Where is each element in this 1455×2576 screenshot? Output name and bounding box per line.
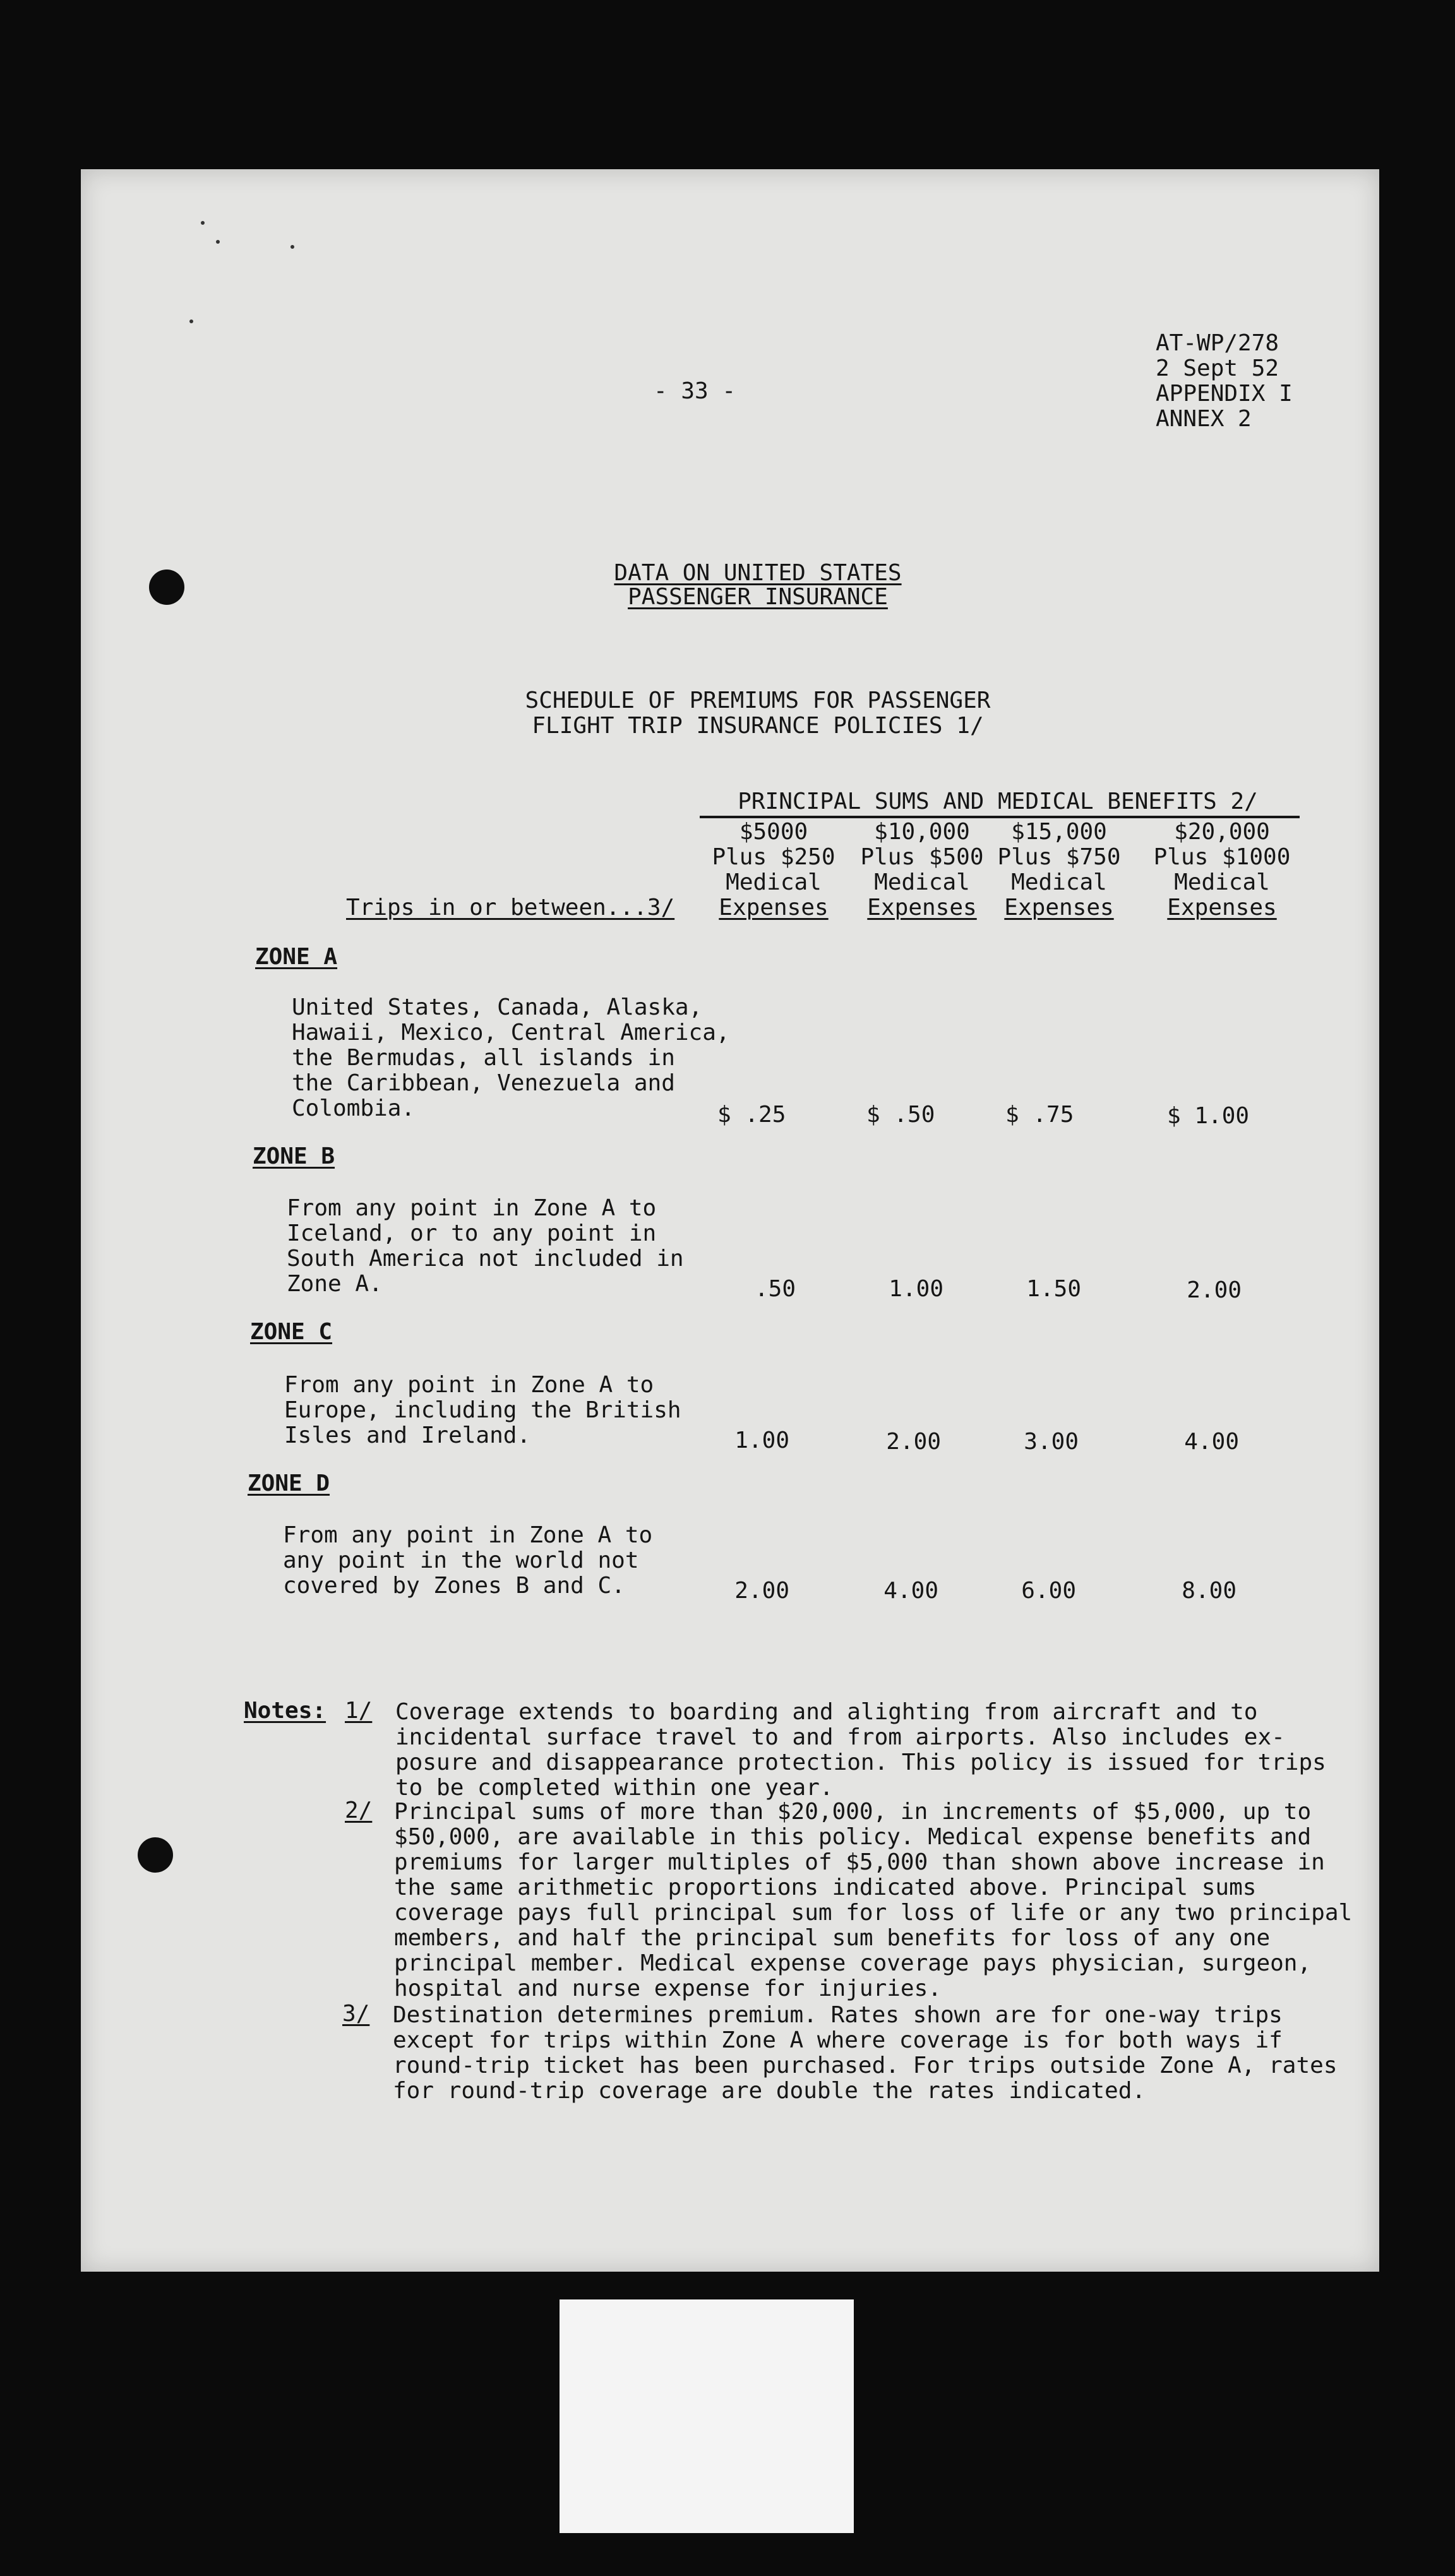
- description-line: From any point in Zone A to: [287, 1195, 657, 1221]
- note-line: incidental surface travel to and from airports. Also includes ex-: [395, 1724, 1285, 1750]
- column-medical: Medical: [1174, 869, 1270, 895]
- zone-a-premium-15000: $ .75: [1005, 1102, 1074, 1128]
- blank-label: [560, 2299, 854, 2533]
- zone-c-description: [284, 1373, 681, 1448]
- column-medical: Medical: [726, 869, 822, 895]
- description-line: Colombia.: [292, 1095, 416, 1121]
- zone-a-premium-10000: $ .50: [866, 1102, 935, 1128]
- note-line: coverage pays full principal sum for loss of life or any two principal: [394, 1900, 1353, 1926]
- document-reference: [1156, 331, 1293, 432]
- reference-line: 2 Sept 52: [1156, 355, 1279, 381]
- zone-b-premium-5000: .50: [754, 1276, 796, 1302]
- zone-d-description: [283, 1523, 652, 1599]
- zone-d-premium-20000: 8.00: [1182, 1578, 1236, 1604]
- description-line: Zone A.: [287, 1271, 383, 1297]
- column-expenses: Expenses: [867, 895, 977, 921]
- zone-c-premium-15000: 3.00: [1024, 1429, 1079, 1455]
- subtitle-line-2: FLIGHT TRIP INSURANCE POLICIES 1/: [532, 713, 984, 739]
- zone-a-premium-5000: $ .25: [717, 1102, 786, 1128]
- column-header-4: [1137, 820, 1307, 921]
- column-plus: Plus $500: [860, 844, 984, 870]
- zone-b-description: [287, 1196, 684, 1297]
- zone-d-premium-10000: 4.00: [883, 1578, 938, 1604]
- reference-line: ANNEX 2: [1156, 406, 1252, 432]
- column-medical: Medical: [1011, 869, 1107, 895]
- zone-d-heading: ZONE D: [248, 1470, 330, 1496]
- column-header-3: [986, 820, 1132, 921]
- column-medical: Medical: [874, 869, 970, 895]
- speck: [290, 245, 294, 249]
- zone-d-premium-5000: 2.00: [734, 1578, 789, 1604]
- column-sum: $10,000: [874, 819, 970, 845]
- group-header-rule: [700, 816, 1300, 818]
- note-line: $50,000, are available in this policy. Medical expense benefits and: [394, 1824, 1312, 1850]
- description-line: From any point in Zone A to: [284, 1372, 654, 1398]
- column-header-1: [701, 820, 846, 921]
- zone-c-premium-5000: 1.00: [734, 1428, 789, 1453]
- title-line-1: DATA ON UNITED STATES: [614, 560, 902, 586]
- column-sum: $20,000: [1174, 819, 1270, 845]
- description-line: the Bermudas, all islands in: [292, 1045, 675, 1071]
- description-line: United States, Canada, Alaska,: [292, 994, 703, 1020]
- note-line: members, and half the principal sum benefits for loss of any one: [394, 1925, 1271, 1951]
- description-line: covered by Zones B and C.: [283, 1573, 625, 1599]
- speck: [201, 221, 205, 225]
- zone-c-premium-20000: 4.00: [1184, 1429, 1239, 1455]
- description-line: Isles and Ireland.: [284, 1422, 531, 1448]
- column-plus: Plus $750: [997, 844, 1121, 870]
- notes-label: Notes:: [244, 1698, 326, 1724]
- zone-b-heading: ZONE B: [253, 1143, 335, 1169]
- punch-hole-top: [149, 569, 184, 605]
- description-line: any point in the world not: [283, 1547, 639, 1573]
- zone-b-premium-15000: 1.50: [1026, 1276, 1081, 1302]
- row-header: Trips in or between...3/: [346, 895, 675, 921]
- zone-c-heading: ZONE C: [250, 1319, 333, 1345]
- description-line: Iceland, or to any point in: [287, 1220, 657, 1246]
- column-header-2: [849, 820, 995, 921]
- column-expenses: Expenses: [719, 895, 829, 921]
- description-line: Europe, including the British: [284, 1397, 681, 1423]
- note-line: premiums for larger multiples of $5,000 than shown above increase in: [394, 1849, 1325, 1875]
- note-2-text: [394, 1799, 1352, 2001]
- note-line: for round-trip coverage are double the rates indicated.: [393, 2078, 1146, 2104]
- note-line: except for trips within Zone A where coverage is for both ways if: [393, 2027, 1283, 2053]
- note-3-marker: 3/: [342, 2001, 370, 2027]
- subtitle-line-1: SCHEDULE OF PREMIUMS FOR PASSENGER: [525, 688, 991, 713]
- column-expenses: Expenses: [1004, 895, 1114, 921]
- note-1-marker: 1/: [345, 1698, 373, 1724]
- column-sum: $5000: [739, 819, 808, 845]
- description-line: Hawaii, Mexico, Central America,: [292, 1020, 730, 1046]
- zone-a-premium-20000: $ 1.00: [1167, 1103, 1250, 1129]
- description-line: South America not included in: [287, 1246, 684, 1272]
- note-line: to be completed within one year.: [395, 1775, 834, 1801]
- column-plus: Plus $1000: [1153, 844, 1291, 870]
- note-line: principal member. Medical expense coverage pays physician, surgeon,: [394, 1950, 1312, 1976]
- zone-a-heading: ZONE A: [255, 944, 338, 970]
- zone-c-premium-10000: 2.00: [886, 1429, 941, 1455]
- zone-d-premium-15000: 6.00: [1021, 1578, 1076, 1604]
- page-number: - 33 -: [653, 378, 736, 404]
- speck: [216, 240, 220, 244]
- title-line-2: PASSENGER INSURANCE: [628, 584, 888, 610]
- note-line: Principal sums of more than $20,000, in increments of $5,000, up to: [394, 1799, 1312, 1825]
- note-line: hospital and nurse expense for injuries.: [394, 1976, 942, 2001]
- group-header: PRINCIPAL SUMS AND MEDICAL BENEFITS 2/: [738, 789, 1258, 814]
- column-expenses: Expenses: [1167, 895, 1277, 921]
- description-line: From any point in Zone A to: [283, 1522, 653, 1548]
- reference-line: AT-WP/278: [1156, 330, 1279, 356]
- note-line: posure and disappearance protection. This policy is issued for trips: [395, 1750, 1326, 1775]
- column-plus: Plus $250: [712, 844, 835, 870]
- note-line: the same arithmetic proportions indicated above. Principal sums: [394, 1875, 1257, 1900]
- note-1-text: [395, 1700, 1326, 1801]
- zone-b-premium-20000: 2.00: [1187, 1277, 1242, 1303]
- note-2-marker: 2/: [345, 1798, 373, 1823]
- zone-b-premium-10000: 1.00: [889, 1276, 943, 1302]
- punch-hole-bottom: [138, 1837, 173, 1873]
- reference-line: APPENDIX I: [1156, 381, 1293, 407]
- note-line: Destination determines premium. Rates shown are for one-way trips: [393, 2002, 1283, 2028]
- column-sum: $15,000: [1011, 819, 1107, 845]
- speck: [189, 319, 193, 323]
- note-3-text: [393, 2003, 1338, 2104]
- description-line: the Caribbean, Venezuela and: [292, 1070, 675, 1096]
- zone-a-description: [292, 995, 730, 1121]
- note-line: Coverage extends to boarding and alighting from aircraft and to: [395, 1699, 1258, 1725]
- note-line: round-trip ticket has been purchased. For trips outside Zone A, rates: [393, 2053, 1338, 2078]
